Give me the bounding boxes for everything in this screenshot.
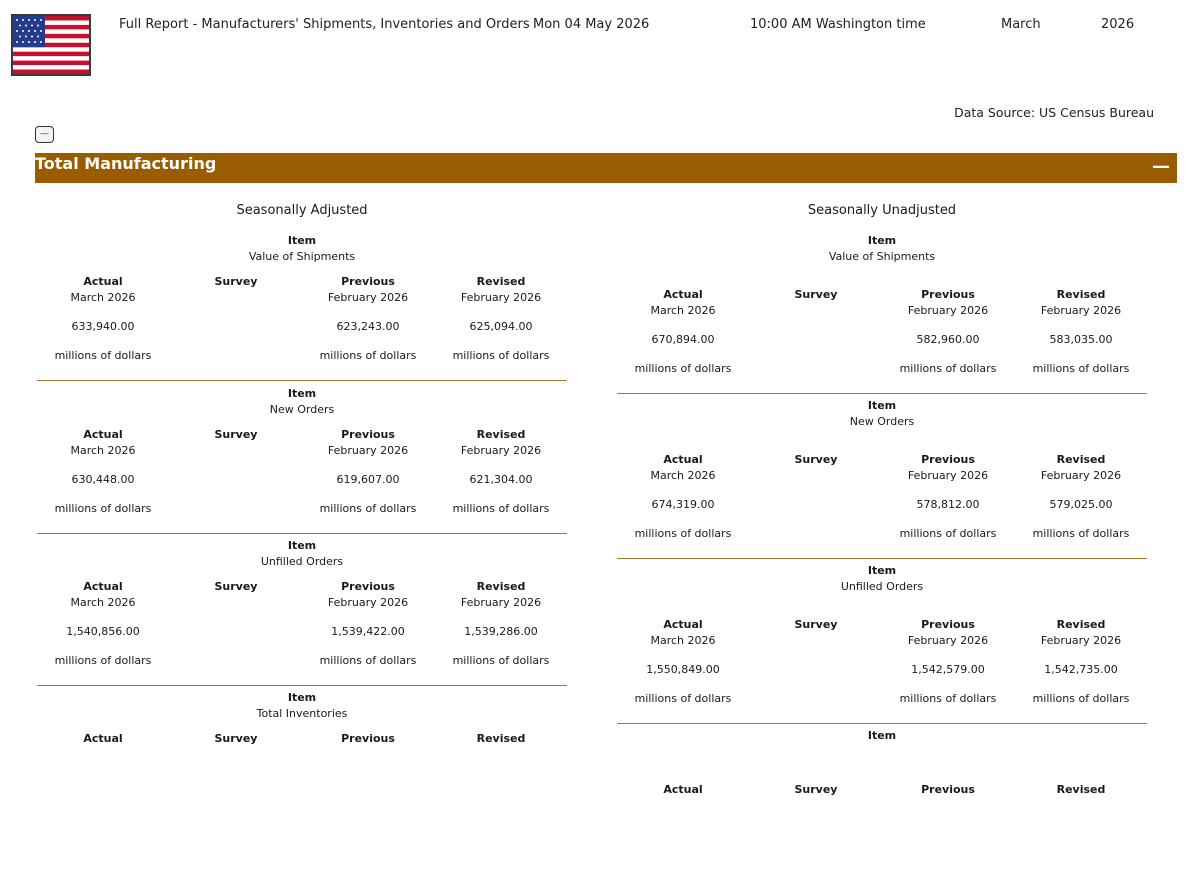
stat-revised: [1016, 783, 1146, 873]
previous-label: Previous: [341, 732, 395, 745]
revised-value: 1,542,735.00: [1044, 663, 1118, 676]
item-block: [615, 234, 1149, 384]
revised-value: 1,539,286.00: [464, 625, 538, 638]
stat-revised: [1016, 288, 1146, 378]
survey-unit: [751, 527, 881, 543]
actual-unit: millions of dollars: [634, 692, 732, 705]
actual-period: March 2026: [650, 469, 716, 482]
previous-period: February 2026: [327, 291, 409, 304]
survey-period: [171, 748, 301, 777]
actual-label: Actual: [663, 453, 703, 466]
previous-unit: [883, 857, 1013, 873]
survey-period: [751, 469, 881, 498]
actual-value: [38, 777, 168, 806]
revised-period: [1016, 799, 1146, 828]
survey-unit: [171, 502, 301, 518]
actual-unit: millions of dollars: [54, 654, 152, 667]
item-label: Item: [287, 691, 317, 704]
actual-label: Actual: [83, 732, 123, 745]
revised-label: Revised: [476, 580, 526, 593]
release-date: Mon 04 May 2026: [533, 17, 650, 32]
item-name: Unfilled Orders: [840, 580, 924, 593]
actual-value: 670,894.00: [651, 333, 715, 346]
stat-previous: [303, 580, 433, 670]
collapse-button[interactable]: —: [35, 126, 54, 143]
stat-previous: [883, 783, 1013, 873]
survey-label: Survey: [794, 783, 838, 796]
survey-period: [171, 444, 301, 473]
stat-survey: [171, 732, 301, 822]
stat-previous: [883, 288, 1013, 378]
stat-previous: [303, 428, 433, 518]
actual-period: [618, 799, 748, 828]
survey-value: [751, 498, 881, 527]
previous-value: 582,960.00: [916, 333, 980, 346]
revised-value: 583,035.00: [1049, 333, 1113, 346]
stat-revised: [436, 580, 566, 670]
item-name: Unfilled Orders: [260, 555, 344, 568]
item-label: Item: [867, 729, 897, 742]
stat-survey: [751, 453, 881, 543]
stat-survey: [171, 275, 301, 365]
actual-value: 633,940.00: [71, 320, 135, 333]
previous-period: February 2026: [327, 444, 409, 457]
survey-label: Survey: [794, 288, 838, 301]
previous-unit: millions of dollars: [319, 349, 417, 362]
item-block: [615, 564, 1149, 714]
item-label: Item: [867, 564, 897, 577]
previous-period: February 2026: [907, 304, 989, 317]
divider: [37, 685, 567, 686]
survey-value: [171, 777, 301, 806]
actual-value: 674,319.00: [651, 498, 715, 511]
item-block: [35, 691, 569, 841]
item-label: Item: [867, 234, 897, 247]
revised-unit: millions of dollars: [1032, 527, 1130, 540]
survey-label: Survey: [794, 453, 838, 466]
item-label: Item: [287, 387, 317, 400]
previous-value: 1,539,422.00: [331, 625, 405, 638]
revised-unit: [1016, 857, 1146, 873]
previous-unit: millions of dollars: [319, 654, 417, 667]
item-name: Total Inventories: [256, 707, 348, 720]
column-title: Seasonally Unadjusted: [807, 203, 957, 218]
revised-unit: millions of dollars: [1032, 692, 1130, 705]
stat-actual: [618, 453, 748, 543]
revised-unit: millions of dollars: [452, 502, 550, 515]
survey-unit: [171, 349, 301, 365]
actual-unit: [38, 806, 168, 822]
revised-value: [436, 777, 566, 806]
revised-unit: millions of dollars: [1032, 362, 1130, 375]
item-block: [35, 539, 569, 689]
actual-period: [38, 748, 168, 777]
survey-period: [171, 291, 301, 320]
divider: [37, 533, 567, 534]
section-title: Total Manufacturing: [35, 154, 217, 173]
stat-actual: [618, 618, 748, 708]
revised-label: Revised: [1056, 288, 1106, 301]
stat-previous: [303, 275, 433, 365]
previous-unit: [303, 806, 433, 822]
revised-unit: [436, 806, 566, 822]
survey-period: [751, 304, 881, 333]
item-block: [35, 387, 569, 537]
stat-previous: [883, 453, 1013, 543]
actual-value: 1,540,856.00: [66, 625, 140, 638]
previous-unit: millions of dollars: [899, 362, 997, 375]
previous-label: Previous: [921, 453, 975, 466]
previous-period: [883, 799, 1013, 828]
actual-label: Actual: [663, 783, 703, 796]
previous-label: Previous: [921, 288, 975, 301]
stat-previous: [303, 732, 433, 822]
revised-value: 579,025.00: [1049, 498, 1113, 511]
stat-revised: [436, 428, 566, 518]
stat-actual: [618, 288, 748, 378]
survey-unit: [751, 362, 881, 378]
revised-label: Revised: [476, 275, 526, 288]
previous-value: 623,243.00: [336, 320, 400, 333]
stat-actual: [38, 732, 168, 822]
stat-actual: [38, 275, 168, 365]
actual-period: March 2026: [650, 304, 716, 317]
stat-survey: [751, 288, 881, 378]
revised-label: Revised: [1056, 618, 1106, 631]
revised-label: Revised: [476, 428, 526, 441]
us-flag-icon: [11, 14, 91, 76]
actual-unit: millions of dollars: [54, 349, 152, 362]
previous-period: February 2026: [327, 596, 409, 609]
survey-unit: [171, 654, 301, 670]
actual-label: Actual: [83, 428, 123, 441]
previous-value: 1,542,579.00: [911, 663, 985, 676]
stat-previous: [883, 618, 1013, 708]
survey-value: [171, 473, 301, 502]
survey-period: [751, 799, 881, 828]
actual-unit: millions of dollars: [634, 362, 732, 375]
actual-unit: [618, 857, 748, 873]
revised-label: Revised: [1056, 453, 1106, 466]
actual-label: Actual: [83, 275, 123, 288]
actual-period: March 2026: [70, 444, 136, 457]
survey-unit: [751, 692, 881, 708]
divider: [617, 723, 1147, 724]
revised-unit: millions of dollars: [452, 349, 550, 362]
previous-period: [303, 748, 433, 777]
item-label: Item: [287, 539, 317, 552]
divider: [617, 393, 1147, 394]
stat-survey: [171, 428, 301, 518]
stat-actual: [38, 428, 168, 518]
stat-survey: [171, 580, 301, 670]
actual-value: 1,550,849.00: [646, 663, 720, 676]
revised-period: February 2026: [460, 444, 542, 457]
survey-unit: [751, 857, 881, 873]
actual-label: Actual: [83, 580, 123, 593]
divider: [37, 380, 567, 381]
item-block: [35, 234, 569, 384]
survey-label: Survey: [214, 580, 258, 593]
stat-revised: [436, 275, 566, 365]
report-title: Full Report - Manufacturers' Shipments, Inventories and Orders: [119, 17, 530, 32]
period-year: 2026: [1101, 17, 1135, 32]
survey-label: Survey: [214, 275, 258, 288]
actual-value: [618, 828, 748, 857]
item-label: Item: [287, 234, 317, 247]
previous-value: 619,607.00: [336, 473, 400, 486]
previous-period: February 2026: [907, 634, 989, 647]
actual-label: Actual: [663, 288, 703, 301]
previous-label: Previous: [921, 618, 975, 631]
previous-period: February 2026: [907, 469, 989, 482]
revised-value: 621,304.00: [469, 473, 533, 486]
survey-label: Survey: [214, 428, 258, 441]
revised-label: Revised: [1056, 783, 1106, 796]
actual-period: March 2026: [70, 596, 136, 609]
stat-revised: [436, 732, 566, 822]
item-name: Value of Shipments: [248, 250, 356, 263]
revised-period: February 2026: [1040, 304, 1122, 317]
previous-value: [883, 828, 1013, 857]
item-block: [615, 399, 1149, 549]
previous-unit: millions of dollars: [899, 527, 997, 540]
previous-label: Previous: [341, 428, 395, 441]
actual-label: Actual: [663, 618, 703, 631]
survey-period: [751, 634, 881, 663]
survey-value: [171, 625, 301, 654]
stat-survey: [751, 783, 881, 873]
revised-value: [1016, 828, 1146, 857]
stat-actual: [38, 580, 168, 670]
column-title: Seasonally Adjusted: [236, 203, 368, 218]
actual-value: 630,448.00: [71, 473, 135, 486]
revised-period: February 2026: [460, 291, 542, 304]
item-block: [615, 729, 1149, 879]
actual-unit: millions of dollars: [54, 502, 152, 515]
stat-revised: [1016, 618, 1146, 708]
survey-label: Survey: [794, 618, 838, 631]
survey-period: [171, 596, 301, 625]
survey-unit: [171, 806, 301, 822]
previous-label: Previous: [341, 580, 395, 593]
previous-value: 578,812.00: [916, 498, 980, 511]
survey-value: [171, 320, 301, 349]
revised-label: Revised: [476, 732, 526, 745]
actual-period: March 2026: [70, 291, 136, 304]
survey-value: [751, 333, 881, 362]
data-source-label: Data Source: US Census Bureau: [954, 105, 1154, 120]
item-name: New Orders: [849, 415, 915, 428]
item-name: New Orders: [269, 403, 335, 416]
section-header-bar[interactable]: [35, 153, 1177, 183]
revised-period: February 2026: [1040, 634, 1122, 647]
revised-period: February 2026: [460, 596, 542, 609]
previous-label: Previous: [341, 275, 395, 288]
previous-unit: millions of dollars: [899, 692, 997, 705]
previous-value: [303, 777, 433, 806]
previous-unit: millions of dollars: [319, 502, 417, 515]
item-name: Value of Shipments: [828, 250, 936, 263]
survey-value: [751, 828, 881, 857]
stat-actual: [618, 783, 748, 873]
stat-survey: [751, 618, 881, 708]
section-toggle-icon[interactable]: —: [1152, 156, 1170, 177]
divider: [617, 558, 1147, 559]
revised-period: February 2026: [1040, 469, 1122, 482]
revised-value: 625,094.00: [469, 320, 533, 333]
item-label: Item: [867, 399, 897, 412]
actual-period: March 2026: [650, 634, 716, 647]
actual-unit: millions of dollars: [634, 527, 732, 540]
revised-period: [436, 748, 566, 777]
stat-revised: [1016, 453, 1146, 543]
revised-unit: millions of dollars: [452, 654, 550, 667]
survey-value: [751, 663, 881, 692]
previous-label: Previous: [921, 783, 975, 796]
period-month: March: [1001, 17, 1041, 32]
release-time: 10:00 AM Washington time: [750, 17, 926, 32]
survey-label: Survey: [214, 732, 258, 745]
